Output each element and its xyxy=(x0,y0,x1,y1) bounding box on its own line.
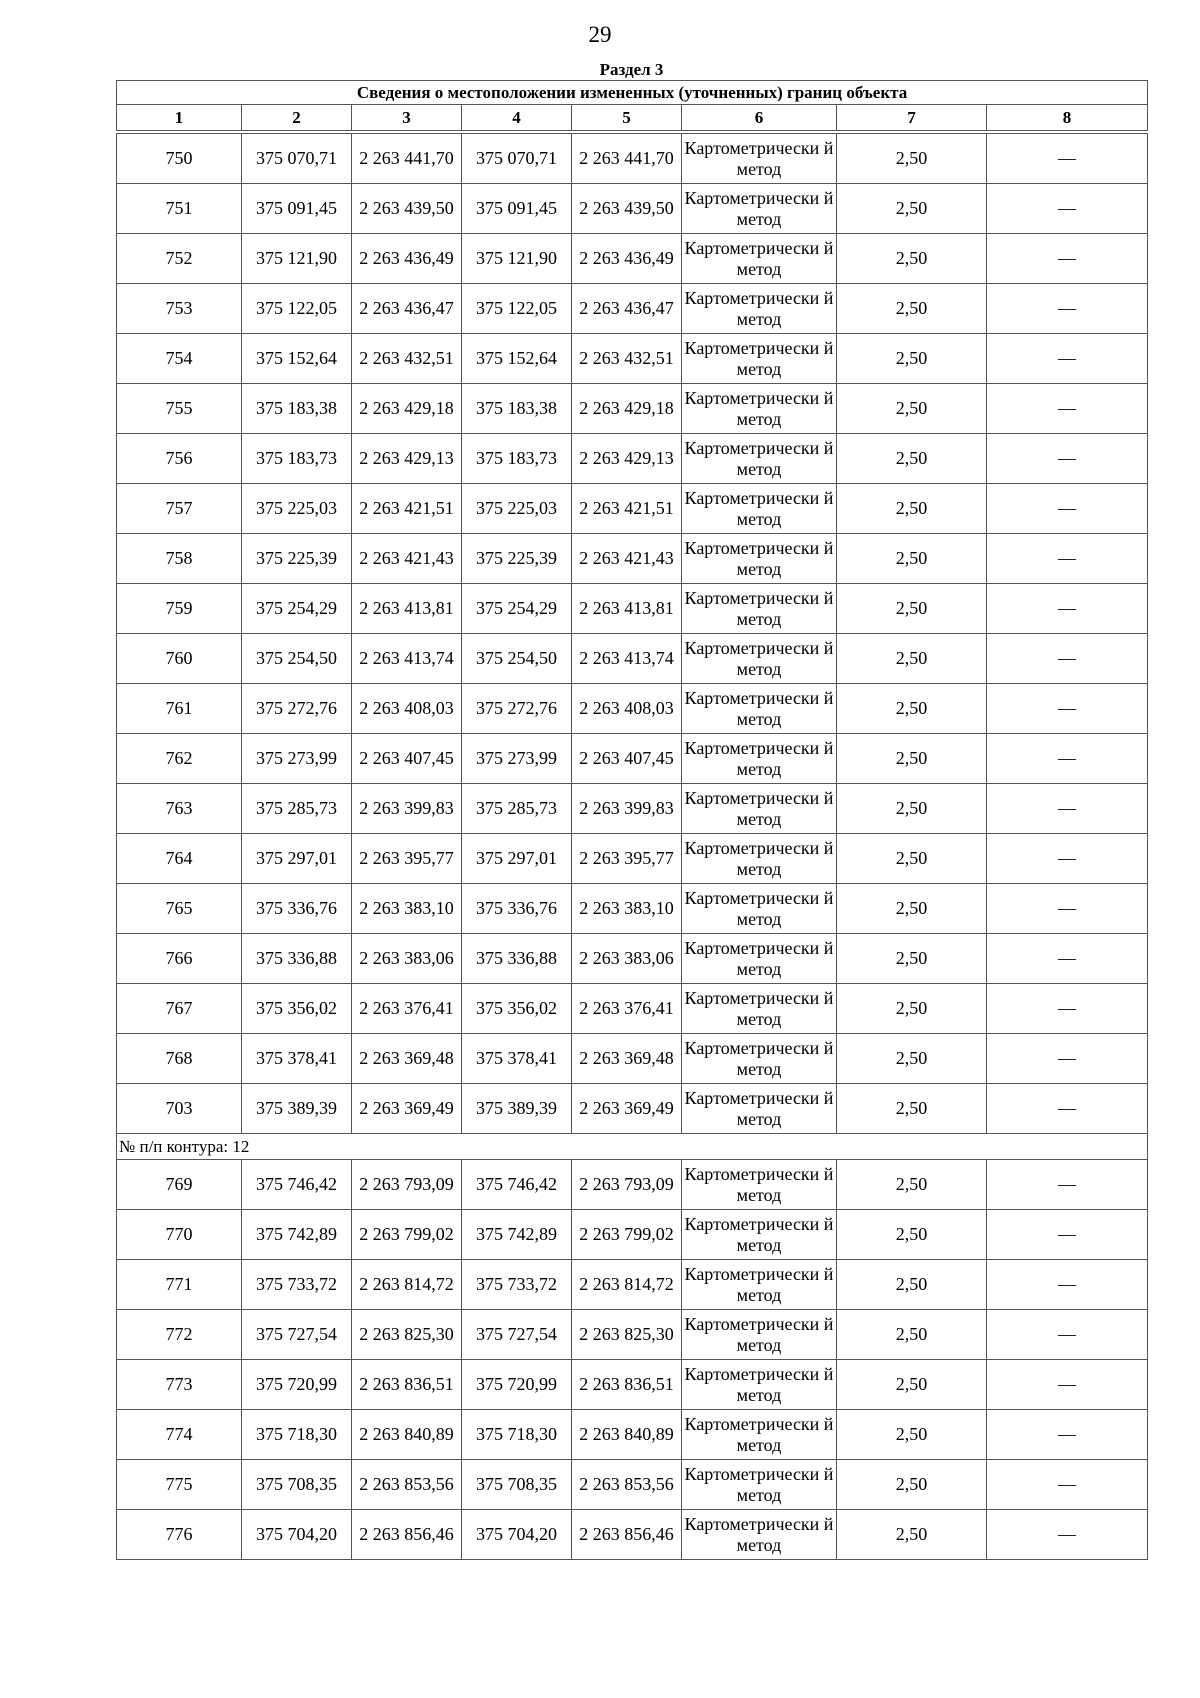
table-cell: 767 xyxy=(117,984,242,1034)
table-cell: 375 254,50 xyxy=(242,634,352,684)
table-cell: 773 xyxy=(117,1360,242,1410)
table-cell: Картометрически й метод xyxy=(682,132,837,184)
table-cell: — xyxy=(987,1210,1148,1260)
column-header: 1 xyxy=(117,105,242,133)
table-cell: Картометрически й метод xyxy=(682,184,837,234)
table-cell: 2 263 421,51 xyxy=(572,484,682,534)
table-row xyxy=(117,1034,1148,1084)
table-cell: 775 xyxy=(117,1460,242,1510)
table-cell: 2 263 383,10 xyxy=(352,884,462,934)
table-cell: — xyxy=(987,334,1148,384)
table-cell: 2 263 429,13 xyxy=(572,434,682,484)
table-row xyxy=(117,434,1148,484)
table-row xyxy=(117,884,1148,934)
table-cell: 2 263 369,48 xyxy=(572,1034,682,1084)
table-cell: — xyxy=(987,834,1148,884)
table-cell: 2 263 369,48 xyxy=(352,1034,462,1084)
table-cell: 2 263 436,49 xyxy=(352,234,462,284)
table-cell: 375 704,20 xyxy=(242,1510,352,1560)
table-cell: 2 263 383,06 xyxy=(572,934,682,984)
table-cell: 2,50 xyxy=(837,234,987,284)
table-cell: 375 254,50 xyxy=(462,634,572,684)
table-cell: 2 263 432,51 xyxy=(352,334,462,384)
table-cell: — xyxy=(987,1034,1148,1084)
table-row xyxy=(117,784,1148,834)
table-row xyxy=(117,1160,1148,1210)
table-cell: 750 xyxy=(117,132,242,184)
table-cell: — xyxy=(987,884,1148,934)
table-cell: 375 336,76 xyxy=(462,884,572,934)
table-cell: Картометрически й метод xyxy=(682,884,837,934)
table-cell: — xyxy=(987,284,1148,334)
table-cell: 759 xyxy=(117,584,242,634)
table-row xyxy=(117,184,1148,234)
table-cell: 2 263 441,70 xyxy=(572,132,682,184)
table-cell: 2,50 xyxy=(837,434,987,484)
table-cell: 2 263 814,72 xyxy=(572,1260,682,1310)
table-row xyxy=(117,484,1148,534)
table-cell: 375 122,05 xyxy=(242,284,352,334)
table-cell: 2,50 xyxy=(837,734,987,784)
table-cell: Картометрически й метод xyxy=(682,684,837,734)
table-cell: 751 xyxy=(117,184,242,234)
table-cell: 758 xyxy=(117,534,242,584)
column-header: 3 xyxy=(352,105,462,133)
column-header: 8 xyxy=(987,105,1148,133)
table-cell: 776 xyxy=(117,1510,242,1560)
table-cell: 375 727,54 xyxy=(462,1310,572,1360)
table-cell: 2 263 421,43 xyxy=(572,534,682,584)
table-cell: 375 183,38 xyxy=(462,384,572,434)
table-cell: 2 263 436,47 xyxy=(572,284,682,334)
table-cell: 2 263 441,70 xyxy=(352,132,462,184)
table-cell: 2,50 xyxy=(837,584,987,634)
table-cell: 2 263 407,45 xyxy=(352,734,462,784)
table-cell: 375 746,42 xyxy=(242,1160,352,1210)
table-cell: 2 263 399,83 xyxy=(352,784,462,834)
table-cell: 375 285,73 xyxy=(242,784,352,834)
table-cell: 2,50 xyxy=(837,784,987,834)
table-cell: 2,50 xyxy=(837,884,987,934)
table-cell: Картометрически й метод xyxy=(682,284,837,334)
table-cell: 375 718,30 xyxy=(462,1410,572,1460)
table-cell: 375 225,03 xyxy=(462,484,572,534)
table-cell: 375 708,35 xyxy=(242,1460,352,1510)
table-cell: 760 xyxy=(117,634,242,684)
table-cell: Картометрически й метод xyxy=(682,1034,837,1084)
table-cell: 2,50 xyxy=(837,984,987,1034)
table-row xyxy=(117,684,1148,734)
table-cell: 2,50 xyxy=(837,184,987,234)
table-cell: 2,50 xyxy=(837,484,987,534)
table-cell: 375 254,29 xyxy=(462,584,572,634)
table-cell: 375 733,72 xyxy=(462,1260,572,1310)
table-cell: 2,50 xyxy=(837,1160,987,1210)
table-cell: 2 263 408,03 xyxy=(572,684,682,734)
table-cell: 375 356,02 xyxy=(462,984,572,1034)
table-cell: 375 378,41 xyxy=(462,1034,572,1084)
table-row xyxy=(117,584,1148,634)
table-cell: 2,50 xyxy=(837,132,987,184)
table-cell: 2 263 369,49 xyxy=(572,1084,682,1134)
table-cell: 2 263 793,09 xyxy=(352,1160,462,1210)
table-cell: 375 121,90 xyxy=(242,234,352,284)
contour-label-row xyxy=(117,1134,1148,1160)
table-cell: 703 xyxy=(117,1084,242,1134)
table-cell: 2 263 836,51 xyxy=(572,1360,682,1410)
table-cell: 2 263 840,89 xyxy=(352,1410,462,1460)
table-row xyxy=(117,334,1148,384)
table-cell: Картометрически й метод xyxy=(682,1160,837,1210)
table-cell: 2 263 383,06 xyxy=(352,934,462,984)
table-cell: 2,50 xyxy=(837,1310,987,1360)
table-row xyxy=(117,1360,1148,1410)
table-cell: 2 263 799,02 xyxy=(572,1210,682,1260)
table-cell: — xyxy=(987,584,1148,634)
table-row xyxy=(117,284,1148,334)
table-cell: 2 263 793,09 xyxy=(572,1160,682,1210)
table-cell: 375 225,39 xyxy=(242,534,352,584)
table-cell: 375 708,35 xyxy=(462,1460,572,1510)
table-row xyxy=(117,1410,1148,1460)
table-cell: 2 263 407,45 xyxy=(572,734,682,784)
table-cell: 2 263 429,18 xyxy=(352,384,462,434)
table-cell: — xyxy=(987,1084,1148,1134)
table-cell: 2,50 xyxy=(837,1210,987,1260)
table-cell: 2 263 383,10 xyxy=(572,884,682,934)
table-row xyxy=(117,834,1148,884)
table-cell: 774 xyxy=(117,1410,242,1460)
table-cell: — xyxy=(987,1410,1148,1460)
table-cell: Картометрически й метод xyxy=(682,384,837,434)
table-cell: 763 xyxy=(117,784,242,834)
table-row xyxy=(117,1510,1148,1560)
table-body xyxy=(117,81,1148,1560)
table-cell: Картометрически й метод xyxy=(682,634,837,684)
table-cell: 2 263 421,51 xyxy=(352,484,462,534)
table-cell: 375 183,73 xyxy=(242,434,352,484)
table-cell: 375 733,72 xyxy=(242,1260,352,1310)
table-row xyxy=(117,384,1148,434)
table-cell: 753 xyxy=(117,284,242,334)
table-cell: 375 378,41 xyxy=(242,1034,352,1084)
table-cell: 375 389,39 xyxy=(242,1084,352,1134)
table-cell: 2 263 399,83 xyxy=(572,784,682,834)
table-cell: — xyxy=(987,484,1148,534)
table-cell: 375 297,01 xyxy=(242,834,352,884)
table-cell: 375 070,71 xyxy=(462,132,572,184)
table-cell: 2 263 439,50 xyxy=(352,184,462,234)
table-cell: — xyxy=(987,234,1148,284)
table-cell: 2 263 853,56 xyxy=(572,1460,682,1510)
table-row xyxy=(117,734,1148,784)
table-cell: 375 297,01 xyxy=(462,834,572,884)
table-cell: 2 263 395,77 xyxy=(352,834,462,884)
table-cell: 2 263 432,51 xyxy=(572,334,682,384)
table-cell: 2 263 825,30 xyxy=(352,1310,462,1360)
table-cell: 375 720,99 xyxy=(462,1360,572,1410)
table-cell: Картометрически й метод xyxy=(682,984,837,1034)
table-cell: 772 xyxy=(117,1310,242,1360)
table-cell: 375 272,76 xyxy=(242,684,352,734)
table-cell: 375 091,45 xyxy=(462,184,572,234)
table-row xyxy=(117,634,1148,684)
table-cell: 762 xyxy=(117,734,242,784)
table-cell: 375 152,64 xyxy=(462,334,572,384)
table-cell: 2 263 429,13 xyxy=(352,434,462,484)
table-cell: 375 091,45 xyxy=(242,184,352,234)
table-cell: 2 263 856,46 xyxy=(352,1510,462,1560)
table-cell: 2,50 xyxy=(837,1084,987,1134)
table-cell: Картометрически й метод xyxy=(682,1410,837,1460)
table-row xyxy=(117,1460,1148,1510)
table-cell: Картометрически й метод xyxy=(682,834,837,884)
table-cell: — xyxy=(987,934,1148,984)
table-cell: 2 263 376,41 xyxy=(572,984,682,1034)
table-cell: Картометрически й метод xyxy=(682,1084,837,1134)
table-cell: 757 xyxy=(117,484,242,534)
table-cell: 2,50 xyxy=(837,1260,987,1310)
table-cell: 756 xyxy=(117,434,242,484)
table-cell: 754 xyxy=(117,334,242,384)
table-row xyxy=(117,132,1148,184)
table-row xyxy=(117,1310,1148,1360)
table-cell: 375 272,76 xyxy=(462,684,572,734)
table-cell: — xyxy=(987,734,1148,784)
table-cell: — xyxy=(987,1260,1148,1310)
table-cell: Картометрически й метод xyxy=(682,1260,837,1310)
table-cell: 768 xyxy=(117,1034,242,1084)
table-row xyxy=(117,1210,1148,1260)
column-header-row xyxy=(117,105,1148,133)
table-cell: Картометрически й метод xyxy=(682,1460,837,1510)
table-cell: 765 xyxy=(117,884,242,934)
table-row xyxy=(117,984,1148,1034)
table-cell: 375 746,42 xyxy=(462,1160,572,1210)
column-header: 6 xyxy=(682,105,837,133)
table-cell: 2 263 421,43 xyxy=(352,534,462,584)
table-cell: Картометрически й метод xyxy=(682,1310,837,1360)
table-cell: 375 720,99 xyxy=(242,1360,352,1410)
table-cell: Картометрически й метод xyxy=(682,1210,837,1260)
boundary-coordinates-table xyxy=(116,80,1148,1560)
table-cell: — xyxy=(987,634,1148,684)
table-cell: 2,50 xyxy=(837,934,987,984)
table-cell: — xyxy=(987,1360,1148,1410)
table-cell: — xyxy=(987,1160,1148,1210)
table-cell: 375 742,89 xyxy=(462,1210,572,1260)
table-row xyxy=(117,1260,1148,1310)
table-cell: 2 263 436,47 xyxy=(352,284,462,334)
table-cell: — xyxy=(987,984,1148,1034)
table-cell: 2 263 376,41 xyxy=(352,984,462,1034)
table-cell: 2 263 413,74 xyxy=(572,634,682,684)
table-cell: — xyxy=(987,384,1148,434)
table-cell: 2 263 439,50 xyxy=(572,184,682,234)
table-caption: Сведения о местоположении измененных (уточненных) границ объекта xyxy=(117,81,1148,105)
table-cell: — xyxy=(987,184,1148,234)
table-cell: 2,50 xyxy=(837,1360,987,1410)
table-cell: Картометрически й метод xyxy=(682,584,837,634)
table-cell: Картометрически й метод xyxy=(682,734,837,784)
table-cell: 2 263 825,30 xyxy=(572,1310,682,1360)
table-cell: — xyxy=(987,684,1148,734)
table-cell: 2,50 xyxy=(837,1410,987,1460)
table-cell: — xyxy=(987,1310,1148,1360)
table-row xyxy=(117,534,1148,584)
table-cell: 375 356,02 xyxy=(242,984,352,1034)
table-cell: 2 263 840,89 xyxy=(572,1410,682,1460)
table-cell: 2,50 xyxy=(837,1510,987,1560)
table-cell: 764 xyxy=(117,834,242,884)
table-caption-row xyxy=(117,81,1148,105)
table-cell: 2 263 413,81 xyxy=(572,584,682,634)
table-cell: 375 273,99 xyxy=(242,734,352,784)
table-cell: Картометрически й метод xyxy=(682,1510,837,1560)
table-cell: 375 718,30 xyxy=(242,1410,352,1460)
table-cell: — xyxy=(987,1460,1148,1510)
table-cell: 769 xyxy=(117,1160,242,1210)
table-cell: — xyxy=(987,434,1148,484)
table-cell: 2 263 408,03 xyxy=(352,684,462,734)
table-cell: Картометрически й метод xyxy=(682,534,837,584)
table-cell: Картометрически й метод xyxy=(682,1360,837,1410)
table-cell: 2,50 xyxy=(837,1034,987,1084)
table-cell: 375 727,54 xyxy=(242,1310,352,1360)
column-header: 5 xyxy=(572,105,682,133)
column-header: 2 xyxy=(242,105,352,133)
table-cell: 375 336,88 xyxy=(242,934,352,984)
table-row xyxy=(117,1084,1148,1134)
table-cell: 766 xyxy=(117,934,242,984)
table-row xyxy=(117,934,1148,984)
table-cell: 2 263 853,56 xyxy=(352,1460,462,1510)
table-cell: 2 263 436,49 xyxy=(572,234,682,284)
table-cell: 2 263 413,74 xyxy=(352,634,462,684)
table-cell: 2 263 814,72 xyxy=(352,1260,462,1310)
table-cell: — xyxy=(987,1510,1148,1560)
table-cell: 2,50 xyxy=(837,834,987,884)
table-cell: 375 183,38 xyxy=(242,384,352,434)
table-cell: — xyxy=(987,534,1148,584)
table-cell: 771 xyxy=(117,1260,242,1310)
table-cell: 375 121,90 xyxy=(462,234,572,284)
table-cell: 375 183,73 xyxy=(462,434,572,484)
table-cell: 2,50 xyxy=(837,284,987,334)
table-cell: 2,50 xyxy=(837,684,987,734)
table-row xyxy=(117,234,1148,284)
table-cell: 375 336,76 xyxy=(242,884,352,934)
table-cell: 375 254,29 xyxy=(242,584,352,634)
table-cell: 2 263 369,49 xyxy=(352,1084,462,1134)
table-cell: Картометрически й метод xyxy=(682,784,837,834)
table-cell: Картометрически й метод xyxy=(682,934,837,984)
table-cell: 770 xyxy=(117,1210,242,1260)
table-cell: 375 070,71 xyxy=(242,132,352,184)
table-cell: 375 389,39 xyxy=(462,1084,572,1134)
table-cell: 2,50 xyxy=(837,634,987,684)
table-cell: 375 152,64 xyxy=(242,334,352,384)
table-cell: Картометрически й метод xyxy=(682,434,837,484)
table-cell: 375 742,89 xyxy=(242,1210,352,1260)
table-cell: 375 285,73 xyxy=(462,784,572,834)
table-cell: Картометрически й метод xyxy=(682,334,837,384)
table-cell: 375 225,03 xyxy=(242,484,352,534)
section-title: Раздел 3 xyxy=(599,60,664,79)
table-cell: 2 263 799,02 xyxy=(352,1210,462,1260)
contour-label: № п/п контура: 12 xyxy=(117,1134,1148,1160)
table-cell: 2,50 xyxy=(837,1460,987,1510)
table-cell: 375 122,05 xyxy=(462,284,572,334)
table-cell: 2 263 429,18 xyxy=(572,384,682,434)
table-cell: 375 225,39 xyxy=(462,534,572,584)
table-cell: — xyxy=(987,784,1148,834)
table-cell: 2,50 xyxy=(837,534,987,584)
table-cell: 375 273,99 xyxy=(462,734,572,784)
table-cell: 2 263 856,46 xyxy=(572,1510,682,1560)
table-cell: Картометрически й метод xyxy=(682,484,837,534)
table-cell: — xyxy=(987,132,1148,184)
table-cell: 752 xyxy=(117,234,242,284)
table-cell: 755 xyxy=(117,384,242,434)
page-number: 29 xyxy=(588,22,612,47)
table-cell: 375 336,88 xyxy=(462,934,572,984)
column-header: 7 xyxy=(837,105,987,133)
table-cell: 2 263 413,81 xyxy=(352,584,462,634)
table-cell: 2 263 836,51 xyxy=(352,1360,462,1410)
table-cell: Картометрически й метод xyxy=(682,234,837,284)
table-cell: 2,50 xyxy=(837,334,987,384)
table-cell: 2 263 395,77 xyxy=(572,834,682,884)
column-header: 4 xyxy=(462,105,572,133)
table-cell: 761 xyxy=(117,684,242,734)
table-cell: 2,50 xyxy=(837,384,987,434)
table-cell: 375 704,20 xyxy=(462,1510,572,1560)
